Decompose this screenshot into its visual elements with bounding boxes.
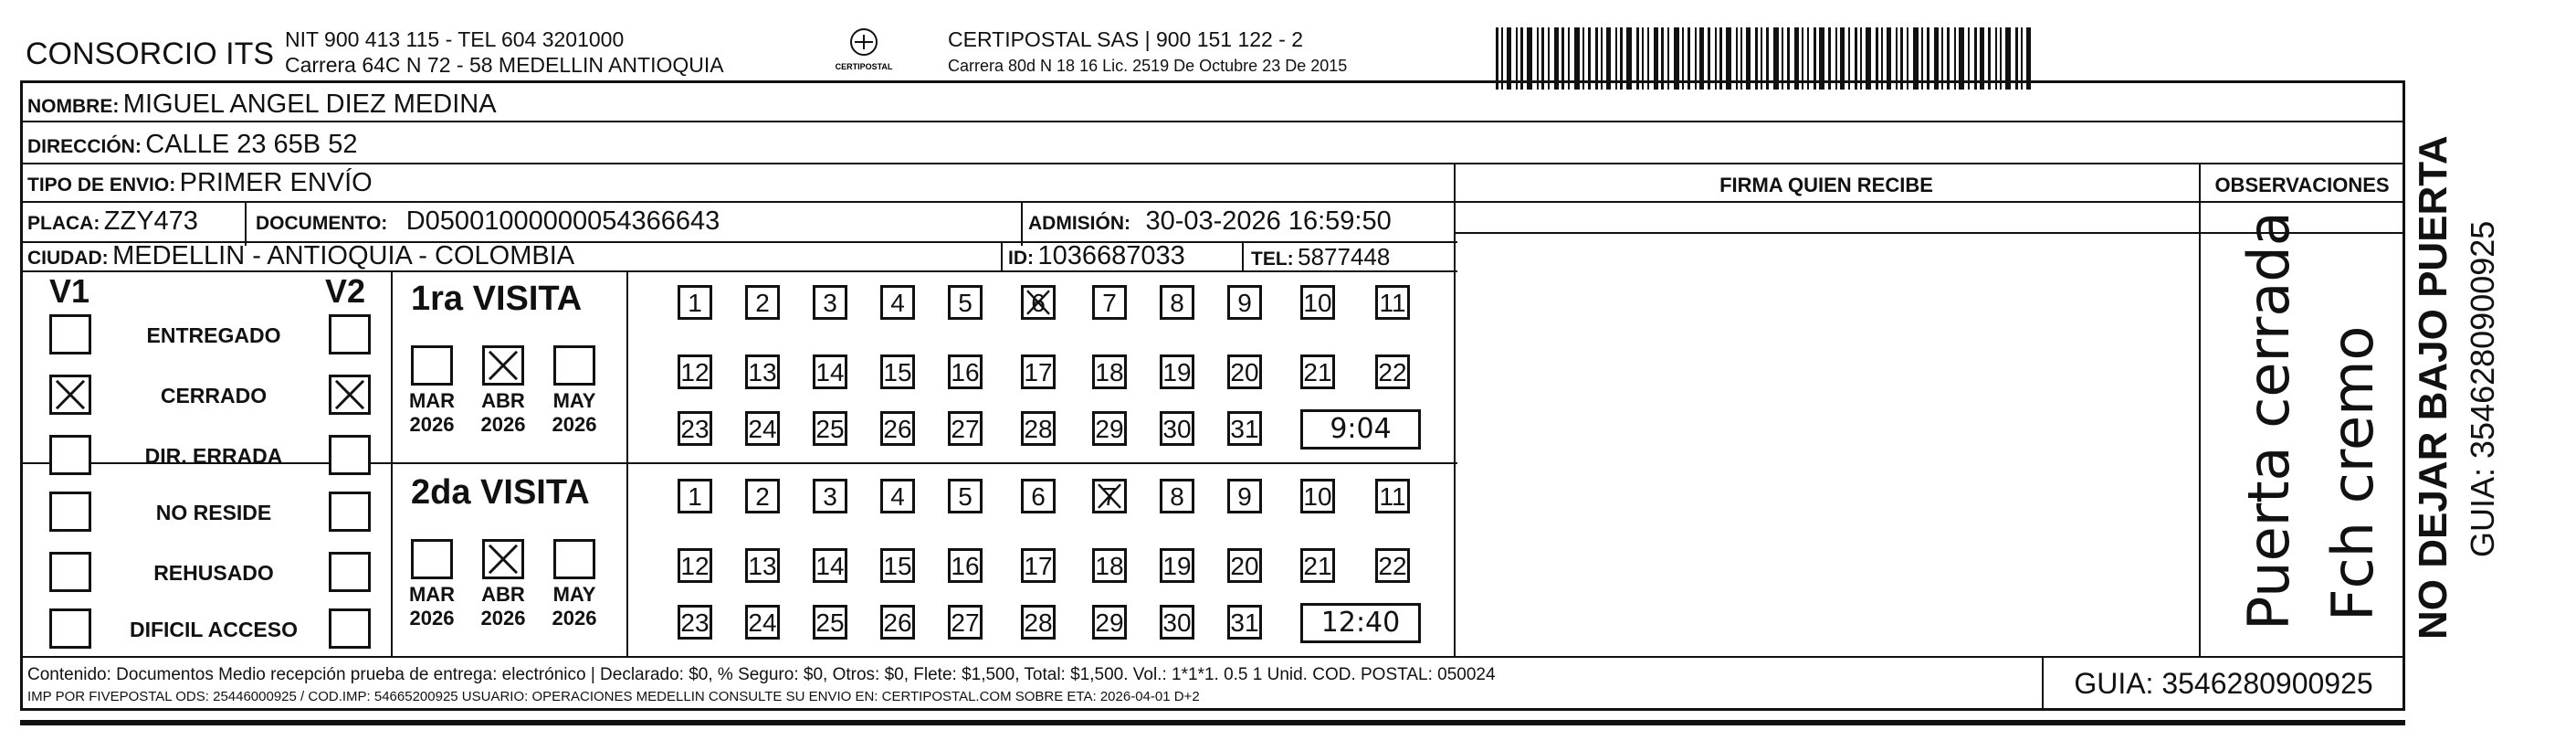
observation-handwriting-1: Puerta cerrada	[2235, 211, 2302, 630]
month-year: 2026	[409, 413, 455, 436]
day-number: 18	[1095, 552, 1124, 580]
month-name: ABR	[481, 389, 525, 412]
day-box[interactable]	[880, 605, 915, 640]
tipo-envio-label: TIPO DE ENVIO:	[27, 175, 176, 196]
day-number: 3	[823, 289, 837, 317]
day-box[interactable]	[948, 479, 983, 513]
day-box[interactable]	[948, 411, 983, 446]
day-box[interactable]	[678, 285, 712, 320]
visit-time-box[interactable]	[1300, 603, 1421, 643]
day-number: 24	[748, 608, 777, 637]
v1-checkbox[interactable]	[49, 314, 91, 354]
admision-label: ADMISIÓN:	[1028, 213, 1130, 234]
day-number: 19	[1162, 552, 1192, 580]
day-number: 10	[1303, 482, 1332, 511]
company-nit: NIT 900 413 115 - TEL 604 3201000	[285, 27, 625, 51]
day-number: 29	[1095, 608, 1124, 637]
day-box[interactable]	[745, 411, 780, 446]
day-box[interactable]	[1375, 354, 1410, 389]
id-value: 1036687033	[1037, 241, 1185, 270]
day-number: 27	[951, 608, 980, 637]
day-number: 1	[688, 289, 702, 317]
day-number: 30	[1162, 415, 1192, 443]
day-box[interactable]	[948, 354, 983, 389]
day-number: 23	[680, 608, 710, 637]
tipo-envio-value: PRIMER ENVÍO	[179, 168, 373, 197]
day-box[interactable]	[880, 411, 915, 446]
day-box[interactable]	[1375, 479, 1410, 513]
day-box[interactable]	[1021, 285, 1056, 320]
visit-time: 9:04	[1330, 413, 1392, 445]
direccion-label: DIRECCIÓN:	[27, 136, 142, 157]
visit-title: 2da VISITA	[411, 473, 590, 512]
footer-imp: IMP POR FIVEPOSTAL ODS: 25446000925 / COD.IMP: 54665200925 USUARIO: OPERACIONES MEDELLIN CONSULTE SU ENVIO EN: CERTIPOSTAL.COM SOBRE ETA: 2026-04-01 D+2	[27, 689, 1200, 704]
month-label	[475, 583, 531, 630]
day-box[interactable]	[813, 548, 847, 583]
month-name: ABR	[481, 583, 525, 606]
placa-value: ZZY473	[103, 206, 198, 236]
month-year: 2026	[409, 607, 455, 629]
day-number: 13	[748, 552, 777, 580]
day-number: 9	[1237, 482, 1252, 511]
month-year: 2026	[480, 413, 526, 436]
v1-checkbox[interactable]	[49, 608, 91, 649]
day-box[interactable]	[813, 411, 847, 446]
day-box[interactable]	[745, 548, 780, 583]
day-number: 26	[883, 608, 912, 637]
day-box[interactable]	[880, 285, 915, 320]
day-box[interactable]	[1092, 354, 1127, 389]
day-box[interactable]	[813, 285, 847, 320]
day-box[interactable]	[813, 479, 847, 513]
day-box[interactable]	[1300, 285, 1335, 320]
day-box[interactable]	[1021, 548, 1056, 583]
no-dejar-bajo-puerta: NO DEJAR BAJO PUERTA	[2411, 135, 2455, 640]
nombre-value: MIGUEL ANGEL DIEZ MEDINA	[122, 90, 497, 119]
admision-field	[1028, 206, 1392, 237]
status-label: REHUSADO	[153, 561, 274, 585]
day-number: 28	[1024, 415, 1053, 443]
month-checkbox[interactable]	[411, 539, 453, 579]
day-box[interactable]	[745, 605, 780, 640]
month-label	[404, 583, 460, 630]
day-box[interactable]	[1160, 354, 1194, 389]
status-label: DIFICIL ACCESO	[129, 618, 298, 641]
day-number: 5	[958, 482, 973, 511]
day-number: 27	[951, 415, 980, 443]
day-box[interactable]	[948, 548, 983, 583]
day-box[interactable]	[1227, 354, 1262, 389]
v2-label: V2	[325, 272, 366, 310]
day-box[interactable]	[1160, 548, 1194, 583]
day-number: 25	[815, 415, 845, 443]
day-number: 16	[951, 358, 980, 386]
v2-checkbox[interactable]	[329, 375, 371, 415]
day-box[interactable]	[1021, 605, 1056, 640]
day-number: 25	[815, 608, 845, 637]
nombre-label: NOMBRE:	[27, 96, 120, 117]
ciudad-label: CIUDAD:	[27, 248, 109, 269]
day-box[interactable]	[1160, 411, 1194, 446]
visit-time: 12:40	[1320, 607, 1401, 639]
day-number: 14	[815, 358, 845, 386]
day-box[interactable]	[1375, 285, 1410, 320]
day-number: 30	[1162, 608, 1192, 637]
day-box[interactable]	[1375, 548, 1410, 583]
day-box[interactable]	[1227, 479, 1262, 513]
ciudad-value: MEDELLIN - ANTIOQUIA - COLOMBIA	[112, 241, 575, 270]
day-number: 5	[958, 289, 973, 317]
day-box[interactable]	[880, 548, 915, 583]
day-number: 10	[1303, 289, 1332, 317]
day-number: 6	[1031, 289, 1046, 317]
observation-handwriting-2: Fch cremo	[2319, 325, 2386, 621]
month-name: MAY	[552, 389, 596, 412]
day-box[interactable]	[880, 354, 915, 389]
day-box[interactable]	[948, 285, 983, 320]
documento-label: DOCUMENTO:	[256, 213, 388, 234]
v1-checkbox[interactable]	[49, 375, 91, 415]
day-box[interactable]	[1021, 479, 1056, 513]
day-number: 1	[688, 482, 702, 511]
day-number: 2	[755, 289, 770, 317]
day-number: 4	[890, 289, 905, 317]
company-name: CONSORCIO ITS	[26, 37, 275, 71]
v1-checkbox[interactable]	[49, 492, 91, 532]
day-number: 26	[883, 415, 912, 443]
day-box[interactable]	[813, 354, 847, 389]
day-box[interactable]	[678, 548, 712, 583]
v2-checkbox[interactable]	[329, 608, 371, 649]
status-label: CERRADO	[160, 384, 268, 407]
day-box[interactable]	[880, 479, 915, 513]
tipo-envio-row	[27, 168, 373, 198]
v2-checkbox[interactable]	[329, 492, 371, 532]
v1-checkbox[interactable]	[49, 552, 91, 592]
month-label	[546, 583, 603, 630]
visit-title: 1ra VISITA	[411, 280, 583, 318]
day-number: 9	[1237, 289, 1252, 317]
status-label: ENTREGADO	[146, 323, 281, 347]
id-label: ID:	[1008, 248, 1034, 269]
day-number: 15	[883, 358, 912, 386]
day-box[interactable]	[1160, 285, 1194, 320]
day-number: 29	[1095, 415, 1124, 443]
day-number: 8	[1170, 289, 1184, 317]
day-number: 2	[755, 482, 770, 511]
direccion-row	[27, 130, 357, 160]
month-label	[475, 389, 531, 437]
month-year: 2026	[480, 607, 526, 629]
day-number: 7	[1102, 289, 1117, 317]
day-number: 20	[1230, 358, 1259, 386]
observaciones-header: OBSERVACIONES	[2214, 174, 2390, 196]
day-box[interactable]	[1227, 548, 1262, 583]
day-box[interactable]	[813, 605, 847, 640]
month-year: 2026	[552, 413, 597, 436]
day-number: 31	[1230, 415, 1259, 443]
month-name: MAR	[408, 583, 456, 606]
day-box[interactable]	[745, 479, 780, 513]
day-box[interactable]	[1227, 411, 1262, 446]
status-label: DIR. ERRADA	[144, 444, 283, 468]
direccion-value: CALLE 23 65B 52	[145, 130, 358, 159]
tel-label: TEL:	[1251, 249, 1294, 270]
day-box[interactable]	[1227, 605, 1262, 640]
firma-header: FIRMA QUIEN RECIBE	[1719, 174, 1933, 196]
carrier-address: Carrera 80d N 18 16 Lic. 2519 De Octubre 23 De 2015	[948, 57, 1348, 75]
month-label	[404, 389, 460, 437]
day-number: 22	[1378, 552, 1407, 580]
day-number: 17	[1024, 552, 1053, 580]
day-box[interactable]	[1160, 479, 1194, 513]
visit-time-box[interactable]	[1300, 409, 1421, 450]
day-number: 20	[1230, 552, 1259, 580]
status-label: NO RESIDE	[155, 501, 272, 524]
side-guia: GUIA: 3546280900925	[2464, 220, 2501, 557]
day-number: 23	[680, 415, 710, 443]
placa-field	[27, 206, 198, 237]
day-box[interactable]	[1227, 285, 1262, 320]
day-number: 12	[680, 358, 710, 386]
day-number: 8	[1170, 482, 1184, 511]
day-box[interactable]	[1092, 479, 1127, 513]
month-checkbox[interactable]	[553, 539, 595, 579]
documento-value: D05001000000054366643	[405, 206, 720, 236]
month-year: 2026	[552, 607, 597, 629]
day-number: 19	[1162, 358, 1192, 386]
day-box[interactable]	[1160, 605, 1194, 640]
month-label	[546, 389, 603, 437]
day-number: 28	[1024, 608, 1053, 637]
v2-checkbox[interactable]	[329, 435, 371, 475]
day-box[interactable]	[1092, 411, 1127, 446]
footer-guia: GUIA: 3546280900925	[2074, 667, 2373, 700]
day-number: 24	[748, 415, 777, 443]
month-checkbox[interactable]	[553, 345, 595, 386]
day-box[interactable]	[1092, 548, 1127, 583]
day-number: 7	[1102, 482, 1117, 511]
day-box[interactable]	[1092, 285, 1127, 320]
day-number: 11	[1379, 482, 1406, 511]
footer-contenido: Contenido: Documentos Medio recepción prueba de entrega: electrónico | Declarado: $0, % Seguro: $0, Otros: $0, Flete: $1,500, Total: $1,500. Vol.: 1*1*1. 0.5 1 Unid. COD. POSTAL: 050024	[27, 665, 1496, 684]
month-checkbox[interactable]	[482, 539, 524, 579]
id-field	[1008, 241, 1185, 271]
day-number: 3	[823, 482, 837, 511]
day-number: 31	[1230, 608, 1259, 637]
ciudad-field	[27, 241, 574, 271]
day-number: 12	[680, 552, 710, 580]
day-box[interactable]	[1092, 605, 1127, 640]
day-number: 21	[1303, 552, 1332, 580]
day-box[interactable]	[745, 285, 780, 320]
day-box[interactable]	[1021, 354, 1056, 389]
tel-field	[1251, 243, 1390, 271]
month-name: MAR	[408, 389, 456, 412]
day-box[interactable]	[948, 605, 983, 640]
v2-checkbox[interactable]	[329, 314, 371, 354]
day-box[interactable]	[745, 354, 780, 389]
certipostal-logo	[831, 26, 897, 77]
month-checkbox[interactable]	[411, 345, 453, 386]
v1-checkbox[interactable]	[49, 435, 91, 475]
day-box[interactable]	[1021, 411, 1056, 446]
day-box[interactable]	[678, 605, 712, 640]
day-number: 22	[1378, 358, 1407, 386]
placa-label: PLACA:	[27, 213, 100, 234]
day-number: 16	[951, 552, 980, 580]
nombre-row	[27, 90, 497, 120]
month-name: MAY	[552, 583, 596, 606]
day-box[interactable]	[1300, 548, 1335, 583]
day-box[interactable]	[1300, 479, 1335, 513]
day-number: 14	[815, 552, 845, 580]
v1-label: V1	[49, 272, 90, 310]
day-number: 18	[1095, 358, 1124, 386]
day-number: 13	[748, 358, 777, 386]
day-box[interactable]	[678, 411, 712, 446]
documento-field	[256, 206, 720, 237]
day-number: 11	[1379, 289, 1406, 317]
v2-checkbox[interactable]	[329, 552, 371, 592]
day-box[interactable]	[678, 354, 712, 389]
month-checkbox[interactable]	[482, 345, 524, 386]
tel-value: 5877448	[1298, 243, 1391, 270]
carrier-line: CERTIPOSTAL SAS | 900 151 122 - 2	[948, 27, 1304, 51]
day-number: 17	[1024, 358, 1053, 386]
logo-text: CERTIPOSTAL	[835, 62, 893, 71]
day-number: 15	[883, 552, 912, 580]
day-box[interactable]	[678, 479, 712, 513]
admision-value: 30-03-2026 16:59:50	[1145, 206, 1392, 236]
day-number: 21	[1303, 358, 1332, 386]
day-box[interactable]	[1300, 354, 1335, 389]
day-number: 6	[1031, 482, 1046, 511]
company-address: Carrera 64C N 72 - 58 MEDELLIN ANTIOQUIA	[285, 53, 724, 77]
day-number: 4	[890, 482, 905, 511]
